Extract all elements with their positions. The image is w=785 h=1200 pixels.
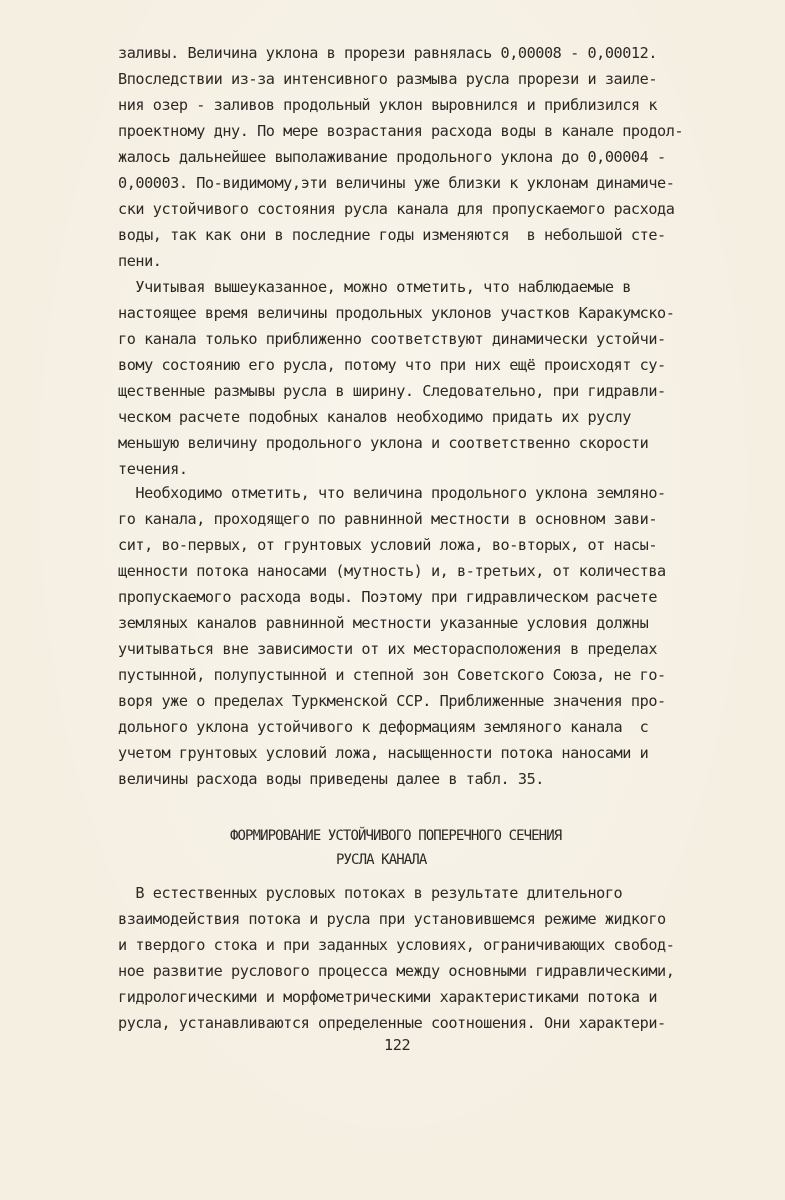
text-line: пени. bbox=[118, 252, 162, 270]
text-line: величины расхода воды приведены далее в табл. 35. bbox=[118, 770, 544, 788]
text-line: воды, так как они в последние годы изменяются в небольшой сте- bbox=[118, 226, 666, 244]
text-line: дольного уклона устойчивого к деформациям земляного канала с bbox=[118, 718, 649, 736]
page-number: 122 bbox=[384, 1036, 411, 1054]
text-line: течения. bbox=[118, 460, 188, 478]
text-line: проектному дну. По мере возрастания расхода воды в канале продол- bbox=[118, 122, 684, 140]
text-line: вому состоянию его русла, потому что при них ещё происходят су- bbox=[118, 356, 666, 374]
text-line: меньшую величину продольного уклона и соответственно скорости bbox=[118, 434, 649, 452]
text-line: В естественных русловых потоках в результате длительного bbox=[118, 884, 623, 902]
text-line: Учитывая вышеуказанное, можно отметить, что наблюдаемые в bbox=[118, 278, 631, 296]
text-line: учетом грунтовых условий ложа, насыщенности потока наносами и bbox=[118, 744, 649, 762]
text-line: ческом расчете подобных каналов необходимо придать их руслу bbox=[118, 408, 631, 426]
text-line: ное развитие руслового процесса между основными гидравлическими, bbox=[118, 962, 675, 980]
text-line: учитываться вне зависимости от их месторасположения в пределах bbox=[118, 640, 658, 658]
text-line: гидрологическими и морфометрическими характеристиками потока и bbox=[118, 988, 658, 1006]
text-line: пропускаемого расхода воды. Поэтому при гидравлическом расчете bbox=[118, 588, 658, 606]
text-line: русла, устанавливаются определенные соотношения. Они характери- bbox=[118, 1014, 666, 1032]
text-line: земляных каналов равнинной местности указанные условия должны bbox=[118, 614, 649, 632]
text-line: го канала, проходящего по равнинной местности в основном зави- bbox=[118, 510, 658, 528]
text-line: взаимодействия потока и русла при установившемся режиме жидкого bbox=[118, 910, 666, 928]
text-line: щественные размывы русла в ширину. Следовательно, при гидравли- bbox=[118, 382, 666, 400]
text-line: воря уже о пределах Туркменской ССР. Приближенные значения про- bbox=[118, 692, 666, 710]
text-line: и твердого стока и при заданных условиях, ограничивающих свобод- bbox=[118, 936, 675, 954]
text-line: сит, во-первых, от грунтовых условий ложа, во-вторых, от насы- bbox=[118, 536, 658, 554]
text-line: ски устойчивого состояния русла канала для пропускаемого расхода bbox=[118, 200, 675, 218]
text-line: го канала только приближенно соответствуют динамически устойчи- bbox=[118, 330, 666, 348]
text-line: Впоследствии из-за интенсивного размыва русла прорези и заиле- bbox=[118, 70, 658, 88]
text-line: заливы. Величина уклона в прорези равнялась 0,00008 - 0,00012. bbox=[118, 44, 658, 62]
text-line: 0,00003. По-видимому,эти величины уже близки к уклонам динамиче- bbox=[118, 174, 675, 192]
text-line: жалось дальнейшее выполаживание продольного уклона до 0,00004 - bbox=[118, 148, 666, 166]
text-line: ния озер - заливов продольный уклон выровнился и приблизился к bbox=[118, 96, 658, 114]
text-line: настоящее время величины продольных уклонов участков Каракумско- bbox=[118, 304, 675, 322]
text-line: щенности потока наносами (мутность) и, в-третьих, от количества bbox=[118, 562, 666, 580]
text-line: пустынной, полупустынной и степной зон Советского Союза, не го- bbox=[118, 666, 666, 684]
section-heading-line-2: РУСЛА КАНАЛА bbox=[336, 852, 427, 868]
text-line: Необходимо отметить, что величина продольного уклона земляно- bbox=[118, 484, 666, 502]
section-heading-line-1: ФОРМИРОВАНИЕ УСТОЙЧИВОГО ПОПЕРЕЧНОГО СЕЧЕНИЯ bbox=[230, 828, 562, 844]
